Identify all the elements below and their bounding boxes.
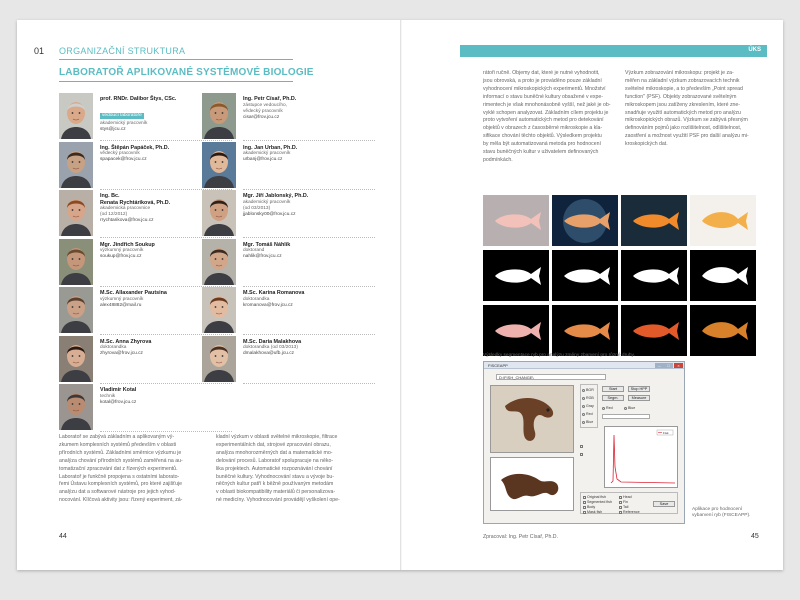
person-name: Renata Rychtáriková, Ph.D. (100, 199, 171, 206)
person-name: Vladimír Kotal (100, 387, 137, 393)
check-reference-label: Reference (623, 510, 640, 514)
check-tail-label: Tail (623, 505, 629, 509)
fish-svg (621, 195, 687, 246)
portrait (202, 190, 236, 236)
fish-image-plot (490, 385, 574, 453)
color-space-group (580, 384, 598, 428)
text-line: stavu buněčných kultur v uživatelem definovaných (483, 149, 599, 156)
fish-image (621, 195, 687, 246)
person-role: akademický pracovník (243, 199, 291, 205)
radio-blue-label: Blue (586, 420, 594, 424)
fish-svg (690, 195, 756, 246)
check-body-label: Body (587, 505, 596, 509)
person-role: (od 03/2013) (243, 205, 271, 211)
minimize-icon: – (655, 363, 664, 368)
fish-svg (552, 195, 618, 246)
radio-mid-blue-label: Blue (628, 406, 636, 410)
app-caption-line: Aplikace pro hodnocení (692, 507, 743, 512)
person-role: vědecký pracovník (243, 108, 283, 114)
text-line: mikroskopem jsou zatíženy zkreslením, které zne- (625, 101, 741, 108)
app-titlebar (484, 362, 684, 369)
person-name: M.Sc. Daria Malakhova (243, 338, 302, 345)
path-input: D:\FISH_CHANGE\ (496, 374, 606, 380)
text-line: function" (PSF). Objekty zobrazované světelným (625, 93, 737, 100)
portrait-photo (202, 142, 236, 188)
app-caption (692, 507, 772, 519)
fish-image (483, 305, 549, 356)
app-caption-line: vybarvení ryb (FISCEAPP). (692, 513, 751, 518)
fish-svg (552, 305, 618, 356)
text-line: proto vytvoření automatických metod pro detekování (483, 117, 604, 124)
text-line: delování procesů. Laboratoř spolupracuje na něko- (216, 457, 334, 464)
person-role: doktorandka (100, 345, 127, 351)
section-number: 01 (34, 46, 45, 56)
text-line: analýzu dat a softwarové nástroje pro jejich vyhod- (59, 489, 176, 496)
person-role: akademický pracovník (243, 151, 291, 157)
text-line: snadňuje využití automatických metod pro analýzu (625, 109, 741, 116)
person-role: doktorand (243, 248, 265, 254)
text-line: v oblasti biokompatibility materiálů či personalizova- (216, 489, 336, 496)
header-tag: ÚKS (748, 47, 761, 53)
text-line: Laboratoř je funkčně propojena s ostatními laborato- (59, 473, 180, 480)
portrait (59, 190, 93, 236)
portrait-photo (59, 93, 93, 139)
portrait (59, 336, 93, 382)
fish-image (552, 250, 618, 301)
text-line: kroskopických dat. (625, 141, 668, 148)
histogram-plot (604, 426, 678, 488)
portrait (202, 239, 236, 285)
person-email: nahlik@frov.jcu.cz (243, 254, 282, 260)
text-line: objektů v obrazech z časosběrné mikroskopie a kla- (483, 125, 603, 132)
person-name: Ing. Petr Císař, Ph.D. (243, 96, 297, 102)
person-email: kromanova@frov.jcu.cz (243, 302, 293, 308)
fish-image (483, 195, 549, 246)
portrait-photo (59, 287, 93, 333)
text-line: lika projektech. Automatické rozpoznávání chování (216, 465, 333, 472)
radio-rgb-label: RGB (586, 396, 594, 400)
histogram-svg (605, 427, 677, 487)
check-a[interactable] (580, 444, 584, 448)
fish-image (483, 250, 549, 301)
person-info (243, 339, 375, 358)
radio-red-label: Red (586, 412, 593, 416)
text-line: podmínkách. (483, 156, 513, 163)
text-line: nocování. Klíčová aktivity jsou: řízený experiment, zá- (59, 497, 183, 504)
check-head-label: Head (623, 495, 632, 499)
check-reference[interactable] (619, 510, 640, 514)
body-column-2 (216, 434, 366, 505)
person-name: Mgr. Tomáš Náhlík (243, 241, 291, 248)
right-page (402, 20, 783, 570)
text-line: buněčné kultury. Vyhodnocování stavu a vývoje bu- (216, 473, 334, 480)
portrait (59, 142, 93, 188)
right-column-1 (483, 70, 619, 165)
text-line: světelné mikroskopie, a to především „Point spread (625, 85, 743, 92)
person-email: kotal@frov.jcu.cz (100, 399, 137, 405)
portrait (202, 142, 236, 188)
person-role: doktorandka (od 03/2013) (243, 345, 298, 351)
header-bar (460, 45, 767, 57)
person-email: jjablonsky00@frov.jcu.cz (243, 211, 296, 217)
portrait-photo (59, 384, 93, 430)
fish-image (621, 250, 687, 301)
check-b[interactable] (580, 452, 584, 456)
portrait-photo (202, 93, 236, 139)
fish-image (552, 305, 618, 356)
text-line: by měla být automatizovaná metoda pro hodnocení (483, 141, 601, 148)
check-segmented[interactable] (583, 500, 612, 504)
title-rule (59, 81, 293, 82)
check-mask[interactable] (583, 510, 602, 514)
person-info (243, 290, 375, 309)
person-role: (od 12/2012) (100, 212, 128, 218)
portrait (202, 336, 236, 382)
person-email: zhyrova@frov.jcu.cz (100, 351, 143, 357)
radio-red[interactable] (582, 412, 593, 416)
person-name: Ing. Bc. (100, 193, 120, 199)
radio-mid-red[interactable] (602, 406, 613, 410)
header-rule (59, 59, 293, 60)
check-fin[interactable] (619, 500, 628, 504)
person-name: M.Sc. Allaxander Pautsina (100, 290, 167, 296)
portrait-photo (59, 142, 93, 188)
text-line: zkumem komplexních systémů především v oblasti (59, 441, 177, 448)
person-role: výzkumný pracovník (100, 296, 144, 302)
person-role: akademická pracovnice (100, 206, 151, 212)
portrait-photo (59, 190, 93, 236)
threshold-field[interactable] (602, 414, 650, 419)
text-line: vyhodnocení mikroskopických experimentů. Množství (483, 85, 606, 92)
person-email: urbanj@frov.jcu.cz (243, 157, 283, 163)
check-tail[interactable] (619, 505, 628, 509)
person-name: M.Sc. Karina Romanova (243, 290, 305, 296)
fish-photo-svg (491, 386, 573, 452)
person-name: Mgr. Jindřich Soukup (100, 241, 155, 248)
text-line: kladní výzkum v oblasti světelné mikroskopie, filtrace (216, 434, 338, 440)
check-segmented-label: Segmented fish (587, 500, 612, 504)
fish-caption: Výsledky segmentace ryb pro analýzu změny zbarvení pro různé druhy. (483, 353, 635, 358)
text-line: vyklé schopen analyzovat. Základním cílem projektu je (483, 109, 609, 116)
text-line: jsou obrovská, a proto je prováděno pouze základní (483, 77, 602, 84)
fish-mask-svg (491, 458, 573, 510)
check-original[interactable] (583, 495, 606, 499)
person-info (243, 193, 375, 218)
text-line: experimentálních dat, strojové zpracování obrazu, (216, 441, 331, 448)
portrait (59, 384, 93, 430)
save-button[interactable]: Save (653, 501, 675, 507)
portrait-photo (59, 336, 93, 382)
text-line: rimentech je však mnohonásobně vyšší, než jaké je ob- (483, 101, 611, 108)
fish-svg (690, 305, 756, 356)
footer-author: Zpracoval: Ing. Petr Císař, Ph.D. (483, 534, 558, 540)
stop-button[interactable]: Stop HPP (628, 386, 650, 392)
radio-bgr[interactable] (582, 388, 594, 392)
text-line: rátoři ručně. Objemy dat, které je nutné vyhodnotit, (483, 70, 600, 76)
dotted-divider (100, 431, 232, 432)
person-role: technik (100, 393, 116, 399)
fish-svg (483, 250, 549, 301)
person-name: M.Sc. Anna Zhyrova (100, 338, 152, 345)
person-email: cisar@frov.jcu.cz (243, 114, 280, 120)
magazine-spread (17, 20, 783, 570)
fish-image (690, 195, 756, 246)
check-head[interactable] (619, 495, 632, 499)
text-line: řemi Ústavu komplexních systémů, pro které zajišťuje (59, 481, 183, 488)
start-button[interactable]: Start (602, 386, 624, 392)
text-line: informací o stavu buněčné kultury obsažené v expe- (483, 93, 603, 100)
radio-gray[interactable] (582, 404, 594, 408)
person-email: stys@jcu.cz (100, 126, 126, 132)
fish-image (690, 250, 756, 301)
text-line: definováním pojmů jako rozlišitelnost, odlišitelnost, (625, 125, 742, 132)
check-original-label: Original fish (587, 495, 606, 499)
fish-image (552, 195, 618, 246)
display-options-group (580, 492, 678, 514)
check-mask-label: Mask fish (587, 510, 603, 514)
text-line: analýza mnohorozměrných dat a matematické mo- (216, 449, 333, 456)
person-role: doktorandka (243, 296, 270, 302)
page-number-left: 44 (59, 533, 67, 540)
fish-mask-plot (490, 457, 574, 511)
portrait-photo (202, 190, 236, 236)
fish-svg (690, 250, 756, 301)
fish-svg (483, 305, 549, 356)
fish-svg (483, 195, 549, 246)
fish-svg (552, 250, 618, 301)
person-email: soukup@frov.jcu.cz (100, 254, 142, 260)
text-line: sifikace chování těchto objektů. Výsledkem projektu (483, 133, 602, 140)
close-icon: × (674, 363, 683, 368)
portrait (202, 287, 236, 333)
person-name: Ing. Jan Urban, Ph.D. (243, 144, 298, 151)
portrait-photo (202, 336, 236, 382)
person-name: Mgr. Jiří Jablonský, Ph.D. (243, 193, 309, 199)
radio-mid-blue[interactable] (624, 406, 635, 410)
portrait (59, 93, 93, 139)
person-role: vědecký pracovník (100, 151, 140, 157)
check-body[interactable] (583, 505, 595, 509)
histogram-legend: Fisk (663, 431, 669, 435)
fish-segmentation-grid (483, 195, 755, 357)
person-email: dmalakhova@ufb.jcu.cz (243, 351, 294, 357)
person-name: Ing. Štěpán Papáček, Ph.D. (100, 144, 170, 151)
fish-svg (621, 250, 687, 301)
measure-button[interactable]: Measure (628, 395, 650, 401)
role-badge: vedoucí laboratoře (102, 112, 142, 118)
fish-image (621, 305, 687, 356)
check-fin-label: Fin (623, 500, 628, 504)
person-role: výzkumný pracovník (100, 248, 144, 254)
portrait-photo (202, 239, 236, 285)
fisceapp-screenshot (483, 361, 685, 524)
body-column-1 (59, 434, 209, 505)
radio-blue[interactable] (582, 420, 593, 424)
radio-mid-red-label: Red (606, 406, 613, 410)
text-line: tomatizační zpracování dat z řízených experimentů. (59, 465, 178, 472)
portrait (59, 239, 93, 285)
person-role: akademický pracovník (100, 120, 148, 126)
segment-button[interactable]: Segm. (602, 395, 624, 401)
text-line: Výzkum zobrazování mikroskopu: projekt je za- (625, 70, 734, 76)
person-info (243, 96, 375, 121)
portrait-photo (202, 287, 236, 333)
app-title-text: FISCEAPP (488, 363, 508, 368)
dotted-divider (243, 383, 375, 384)
text-line: mikroskopických obrazů. Výzkum se zabývá přesným (625, 117, 748, 124)
radio-gray-label: Gray (586, 404, 594, 408)
person-info (100, 387, 232, 406)
section-title: ORGANIZAČNÍ STRUKTURA (59, 46, 186, 56)
fish-svg (621, 305, 687, 356)
text-line: přírodních systémů. Základními směrnice výzkumu je (59, 449, 182, 456)
lab-title: LABORATOŘ APLIKOVANÉ SYSTÉMOVÉ BIOLOGIE (59, 67, 314, 78)
maximize-icon: □ (664, 363, 673, 368)
person-email: spapacek@frov.jcu.cz (100, 157, 147, 163)
text-line: zaostření a možnost využití PSF pro další analýzu mi- (625, 133, 749, 140)
portrait (59, 287, 93, 333)
text-line: né medicíny. Vyhodnocování provádějí vyškolení ope- (216, 497, 340, 504)
text-line: měřen na základní výzkum zobrazovacích technik (625, 77, 740, 84)
radio-rgb[interactable] (582, 396, 594, 400)
portrait (202, 93, 236, 139)
person-name: prof. RNDr. Dalibor Štys, CSc. (100, 96, 177, 102)
person-email: alex48882@mail.ru (100, 302, 142, 308)
person-info (243, 242, 375, 261)
text-line: analýza chování přírodních systémů zaměřená na au- (59, 457, 183, 464)
person-info (243, 145, 375, 164)
text-line: Laboratoř se zabývá základním a aplikovaným vý- (59, 434, 175, 440)
left-page (17, 20, 400, 570)
portrait-photo (59, 239, 93, 285)
fish-image (690, 305, 756, 356)
page-number-right: 45 (751, 533, 759, 540)
right-column-2 (625, 70, 757, 149)
person-role: zástupce vedoucího, (243, 102, 288, 108)
person-email: rrychtarikova@frov.jcu.cz (100, 218, 154, 224)
radio-bgr-label: BGR (586, 388, 594, 392)
text-line: něčných kultur patří k běžně používaným metodám (216, 481, 334, 488)
